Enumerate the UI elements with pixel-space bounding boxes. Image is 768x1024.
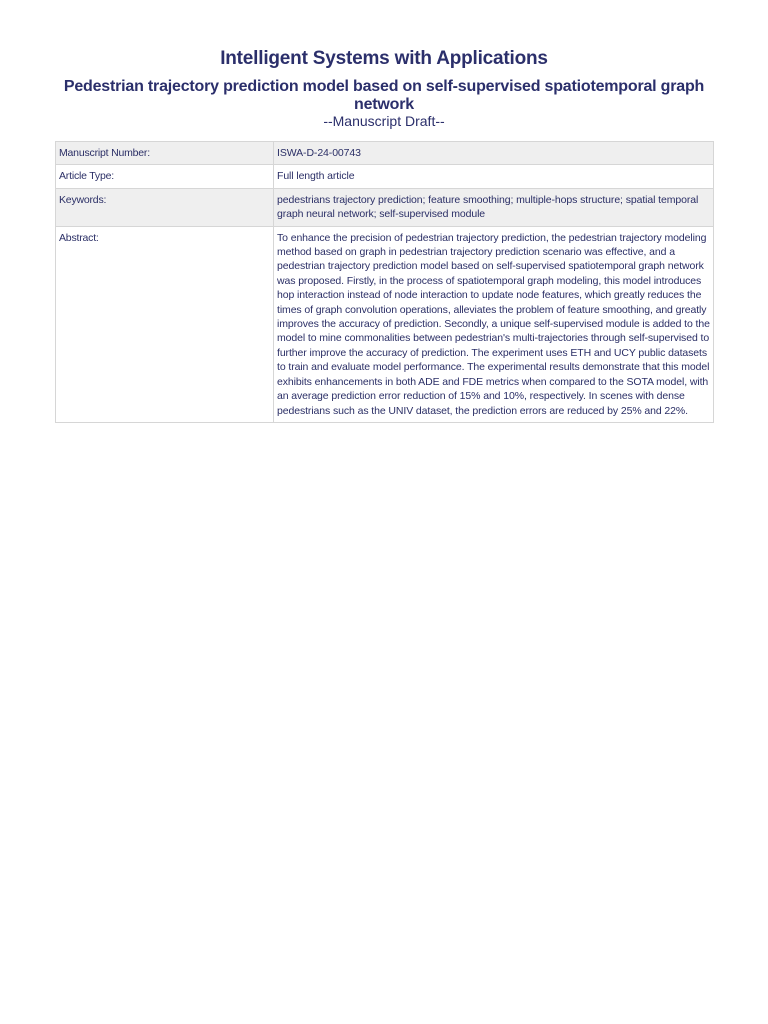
row-label: Keywords: [56,188,274,226]
table-row-keywords [56,188,714,226]
document-header [40,48,728,128]
row-label: Article Type: [56,165,274,188]
manuscript-info-table [55,141,714,423]
paper-title: Pedestrian trajectory prediction model based on self-supervised spatiotemporal graph network [63,78,705,113]
row-value: ISWA-D-24-00743 [274,142,714,165]
draft-label: --Manuscript Draft-- [323,113,445,129]
row-value: Full length article [274,165,714,188]
row-value: pedestrians trajectory prediction; feature smoothing; multiple-hops structure; spatial temporal graph neural network; self-supervised module [274,188,714,226]
journal-title: Intelligent Systems with Applications [220,48,548,69]
row-label: Manuscript Number: [56,142,274,165]
table-row-abstract [56,226,714,422]
table-row-manuscript-number [56,142,714,165]
table-row-article-type [56,165,714,188]
row-value: To enhance the precision of pedestrian trajectory prediction, the pedestrian trajectory modeling method based on graph in pedestrian trajectory prediction scenario was effective, and a pedestrian trajectory prediction model based on self-supervised spatiotemporal graph network was proposed. Firstly, in the process of spatiotemporal graph modeling, this model introduces hop interaction instead of node interaction to update node features, which greatly reduces the times of graph convolution operations, alleviates the problem of feature smoothing, and greatly improves the accuracy of prediction. Secondly, a unique self-supervised module is added to the model to mine commonalities between pedestrian's multi-trajectories through self-supervised to further improve the accuracy of prediction. The experiment uses ETH and UCY public datasets to train and evaluate model performance. The experimental results demonstrate that this model exhibits enhancements in both ADE and FDE metrics when compared to the SOTA model, with an average prediction error reduction of 15% and 10%, respectively. In scenes with dense pedestrians such as the UNIV dataset, the prediction errors are reduced by 25% and 22%. [274,226,714,422]
row-label: Abstract: [56,226,274,422]
